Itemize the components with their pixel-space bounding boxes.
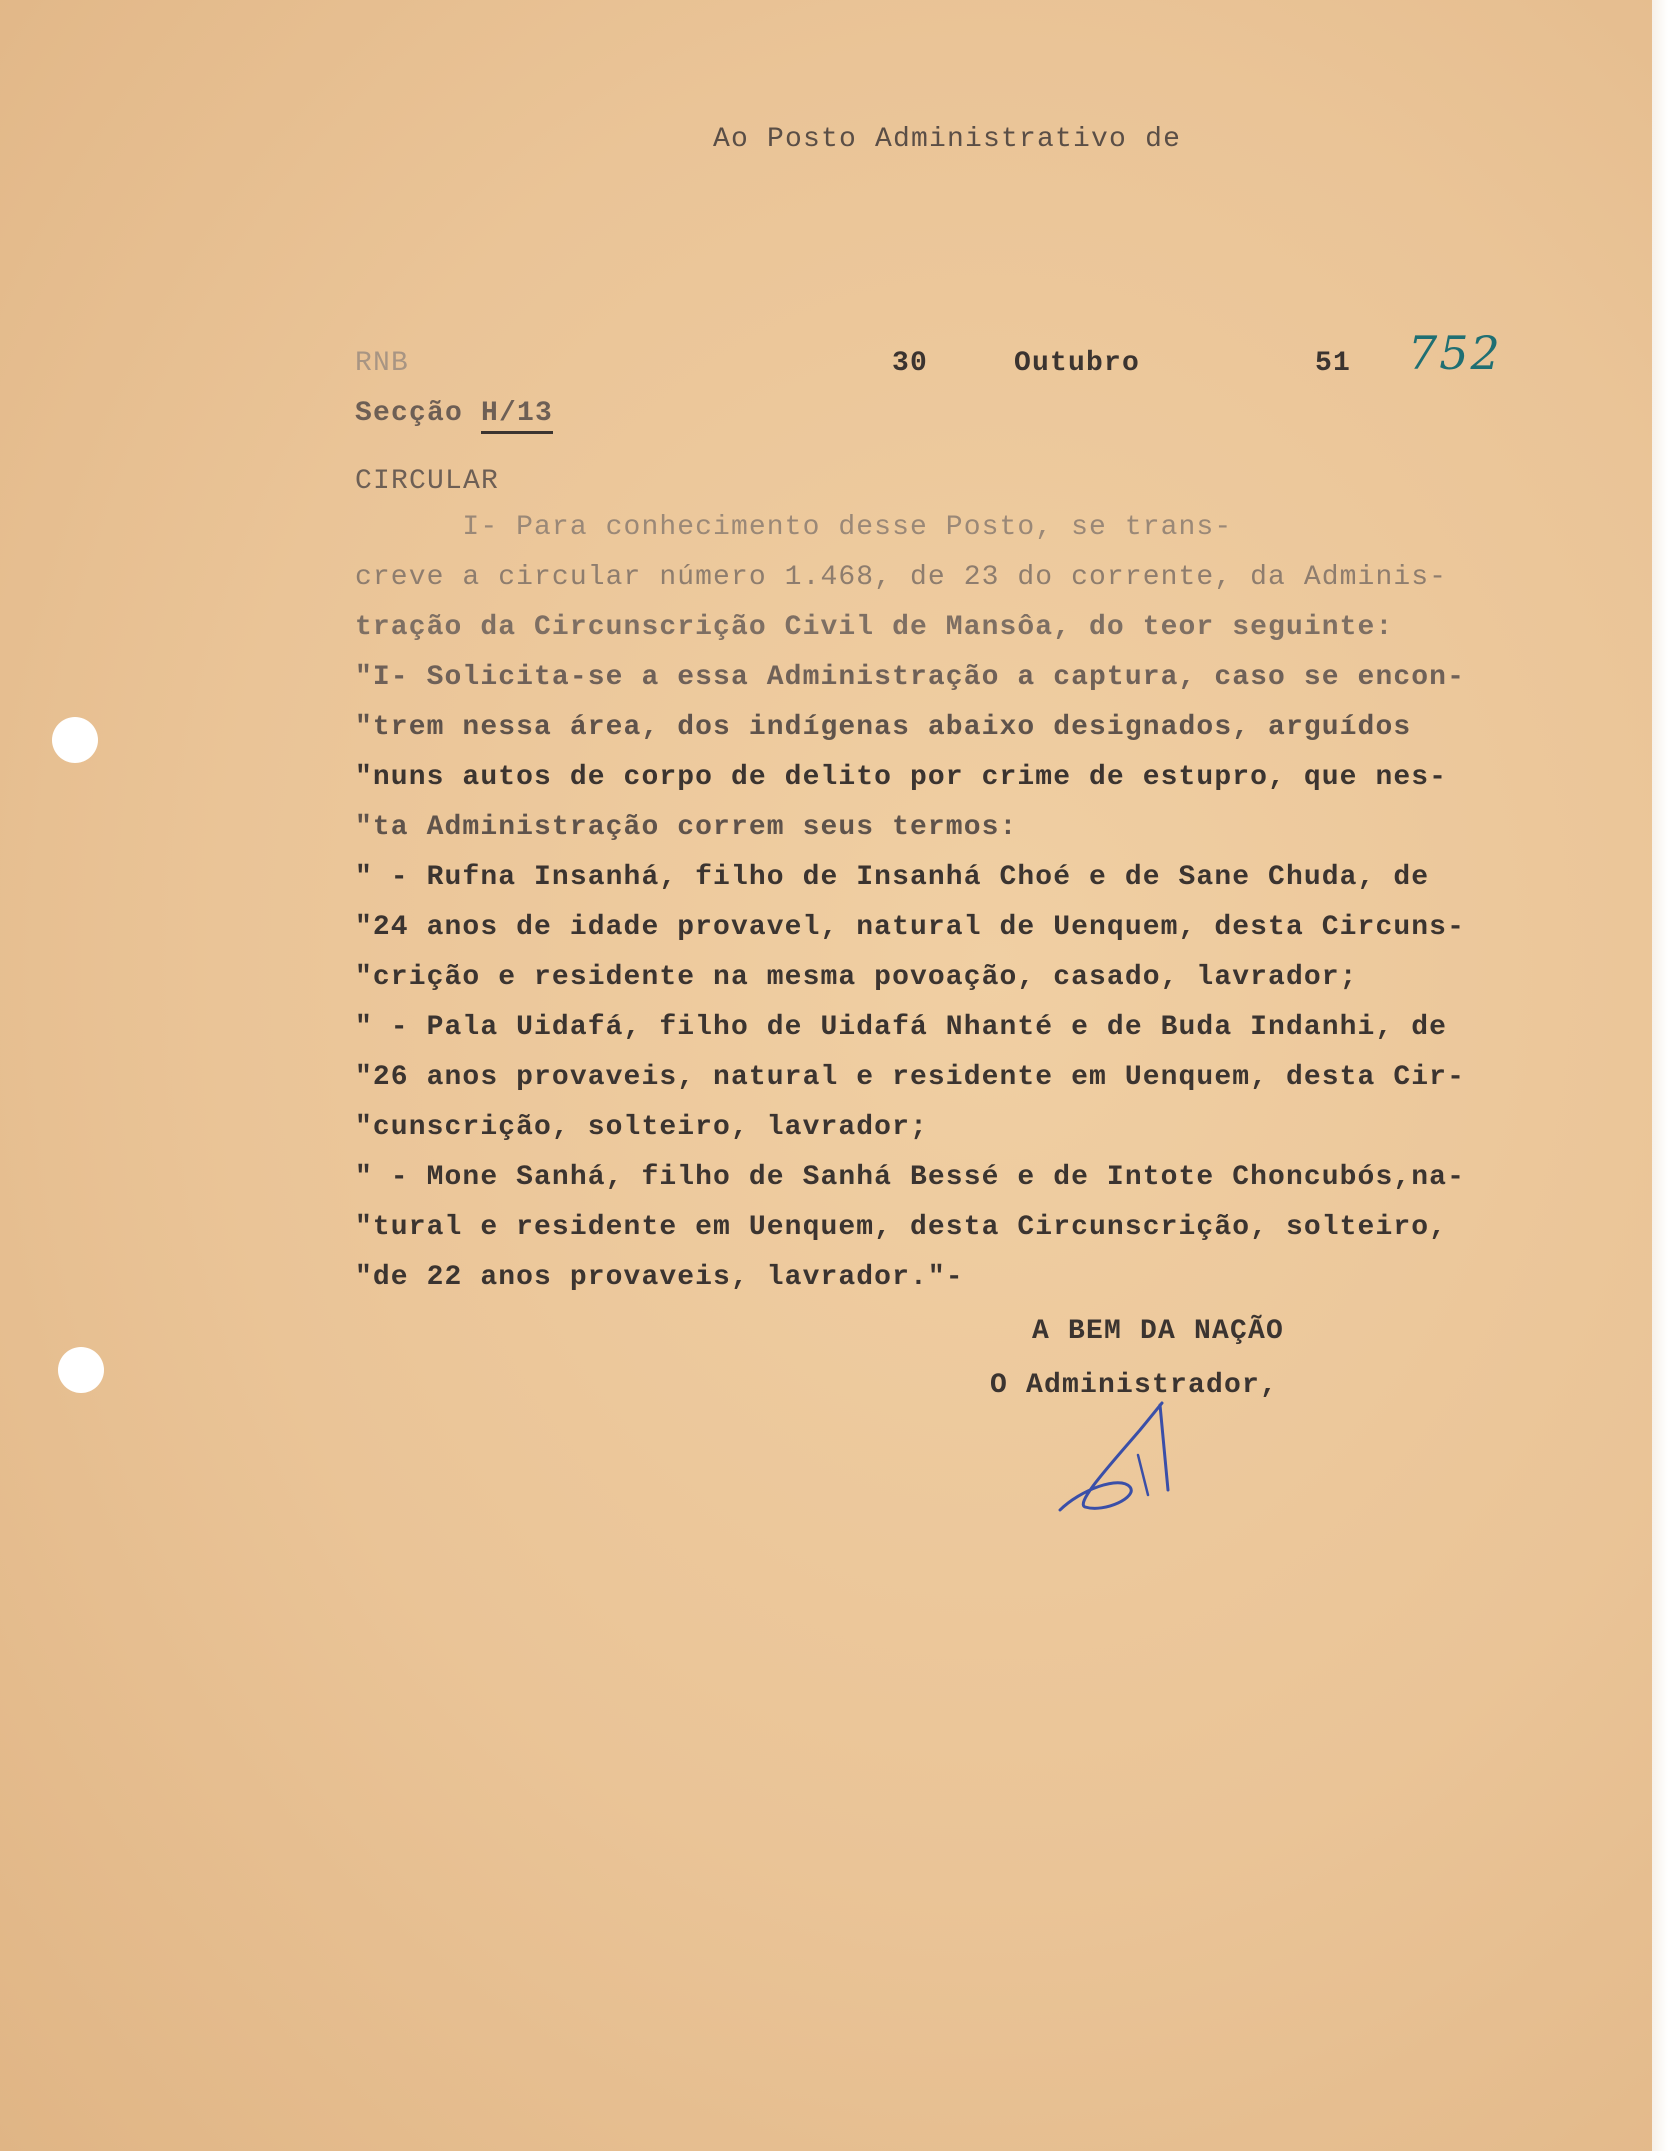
addressee: Ao Posto Administrativo de [713, 124, 1182, 155]
handwritten-number: 752 [1408, 326, 1502, 380]
body-line: "tural e residente em Uenquem, desta Circunscrição, solteiro, [355, 1212, 1448, 1243]
punch-hole-top [52, 717, 98, 763]
body-line: "cunscrição, solteiro, lavrador; [355, 1112, 928, 1143]
punch-hole-bottom [58, 1347, 104, 1393]
section-line [355, 398, 553, 429]
body-line: " - Rufna Insanhá, filho de Insanhá Choé e de Sane Chuda, de [355, 862, 1430, 893]
body-line: "trem nessa área, dos indígenas abaixo designados, arguídos [355, 712, 1412, 743]
signature [1050, 1395, 1210, 1525]
body-line: " - Pala Uidafá, filho de Uidafá Nhanté e de Buda Indanhi, de [355, 1012, 1448, 1043]
body-line: "I- Solicita-se a essa Administração a captura, caso se encon- [355, 662, 1465, 693]
body-line: I- Para conhecimento desse Posto, se trans- [355, 512, 1233, 543]
body-line: "26 anos provaveis, natural e residente em Uenquem, desta Cir- [355, 1062, 1465, 1093]
date-year: 51 [1315, 348, 1352, 379]
body-line: creve a circular número 1.468, de 23 do corrente, da Adminis- [355, 562, 1448, 593]
body-line: "crição e residente na mesma povoação, casado, lavrador; [355, 962, 1358, 993]
signature-stroke-3 [1138, 1455, 1148, 1495]
initials: RNB [355, 348, 410, 379]
date-day: 30 [892, 348, 929, 379]
date-month: Outubro [1014, 348, 1141, 379]
signatory-title: O Administrador, [990, 1370, 1279, 1401]
body-line: tração da Circunscrição Civil de Mansôa, do teor seguinte: [355, 612, 1394, 643]
section-label: Secção [355, 398, 482, 429]
page-edge [1652, 0, 1668, 2151]
body-line: "de 22 anos provaveis, lavrador."- [355, 1262, 964, 1293]
signature-stroke-2 [1160, 1405, 1168, 1490]
circular-heading: CIRCULAR [355, 466, 500, 497]
section-value: H/13 [481, 398, 553, 434]
body-line: "24 anos de idade provavel, natural de Uenquem, desta Circuns- [355, 912, 1465, 943]
body-line: "ta Administração correm seus termos: [355, 812, 1018, 843]
body-line: " - Mone Sanhá, filho de Sanhá Bessé e de Intote Choncubós,na- [355, 1162, 1465, 1193]
closing-motto: A BEM DA NAÇÃO [1032, 1316, 1285, 1347]
body-line: "nuns autos de corpo de delito por crime de estupro, que nes- [355, 762, 1448, 793]
